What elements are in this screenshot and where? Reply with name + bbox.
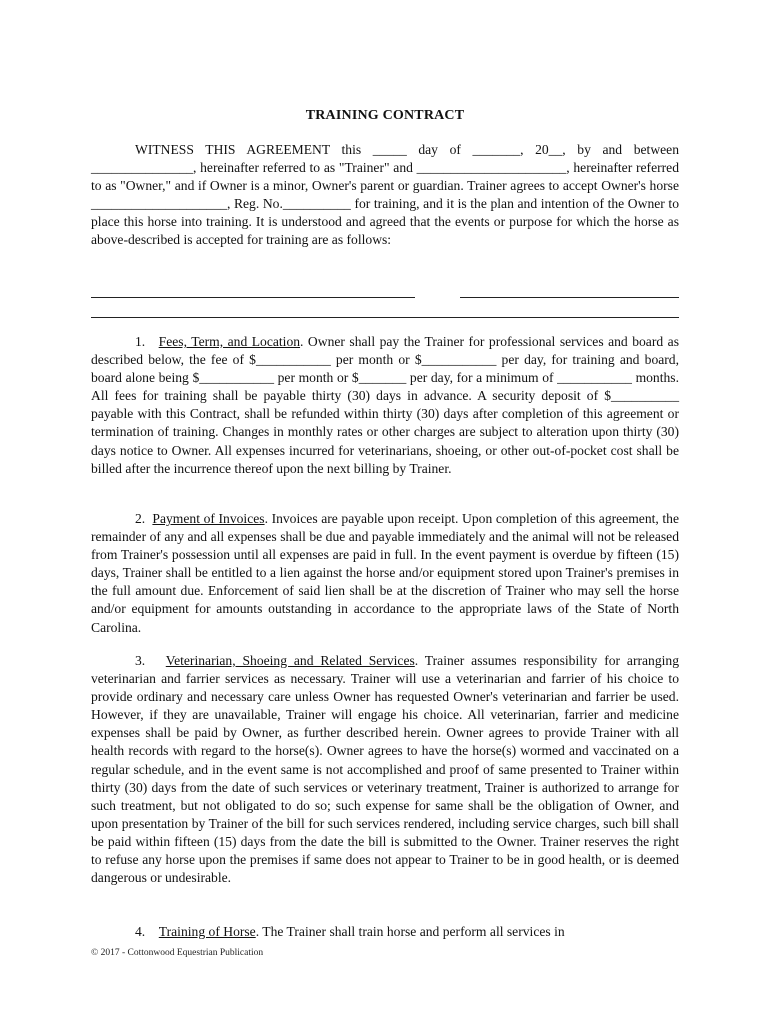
section-4-text: . The Trainer shall train horse and perform all services in (255, 924, 565, 939)
section-2-text: . Invoices are payable upon receipt. Upon completion of this agreement, the remainder of any and all expenses shall be due and payable immediately and the animal will not be released from Trainer's possession until all expenses are paid in full. In the event payment is overdue by fifteen (15) days, Trainer shall be entitled to a lien against the horse and/or equipment stored upon Trainer's premises in the full amount due. Enforcement of said lien shall be at the discretion of Trainer who may sell the horse and/or equipment for amounts outstanding in accordance to the appropriate laws of the State of North Carolina. (91, 511, 679, 635)
purpose-line-1b[interactable] (460, 297, 679, 298)
section-2-number: 2. (135, 511, 146, 526)
section-3-heading: Veterinarian, Shoeing and Related Services (165, 653, 415, 668)
intro-paragraph (91, 141, 679, 250)
section-1-number: 1. (135, 334, 146, 349)
section-1 (91, 333, 679, 478)
section-3-number: 3. (135, 653, 146, 668)
intro-text: WITNESS THIS AGREEMENT this _____ day of _______, 20__, by and between _______________, hereinafter referred to as "Trainer" and ______________________, hereinafter referred to as "Owner," and if Owner is a minor, Owner's parent or guardian. Trainer agrees to accept Owner's horse ____________________, Reg. No.__________ for training, and it is the plan and intention of the Owner to place this horse into training. It is understood and agreed that the events or purpose for which the horse as above-described is accepted for training are as follows: (91, 142, 679, 248)
section-2-heading: Payment of Invoices (152, 511, 265, 526)
document-title: TRAINING CONTRACT (305, 108, 465, 123)
section-4 (91, 923, 679, 941)
section-2 (91, 510, 679, 637)
section-3 (91, 652, 679, 887)
section-3-text: . Trainer assumes responsibility for arranging veterinarian and farrier services as necessary. Trainer will use a veterinarian and farrier of his choice to provide ordinary and necessary care unless Owner has requested Owner's veterinarian and farrier be used. However, if they are unavailable, Trainer will engage his choice. All veterinarian, farrier and medicine expenses shall be paid by Owner, as further described herein. Owner agrees to provide Trainer with all health records with regard to the horse(s). Owner agrees to have the horse(s) wormed and vaccinated on a regular schedule, and in the event same is not accomplished and proof of same presented to Trainer within thirty (30) days from the date of such services or veterinary treatment, Trainer is authorized to arrange for such treatment, but not obligated to do so; such expense for same shall be the obligation of Owner, and upon presentation by Trainer of the bill for such services rendered, including service charges, such bill shall be paid within fifteen (15) days from the date the bill is submitted to the Owner. Trainer reserves the right to refuse any horse upon the premises if same does not appear to Trainer to be in good health, or is deemed dangerous or undesirable. (91, 653, 680, 886)
section-1-text: . Owner shall pay the Trainer for professional services and board as described below, the fee of $___________ per month or $___________ per day, for training and board, board alone being $___________ per month or $_______ per day, for a minimum of ___________ months. All fees for training shall be payable thirty (30) days in advance. A security deposit of $__________ payable with this Contract, shall be refunded within thirty (30) days after completion of this agreement or termination of training. Changes in monthly rates or other charges are subject to alteration upon thirty (30) days notice to Owner. All expenses incurred for veterinarians, shoeing, or other out-of-pocket cost shall be billed after the incurrence thereof upon the next billing by Trainer. (91, 334, 679, 476)
section-4-number: 4. (135, 924, 146, 939)
purpose-line-1a[interactable] (91, 297, 415, 298)
copyright-footer: © 2017 - Cottonwood Equestrian Publication (91, 948, 264, 958)
purpose-line-2[interactable] (91, 317, 679, 318)
section-1-heading: Fees, Term, and Location (158, 334, 301, 349)
section-4-heading: Training of Horse (158, 924, 256, 939)
